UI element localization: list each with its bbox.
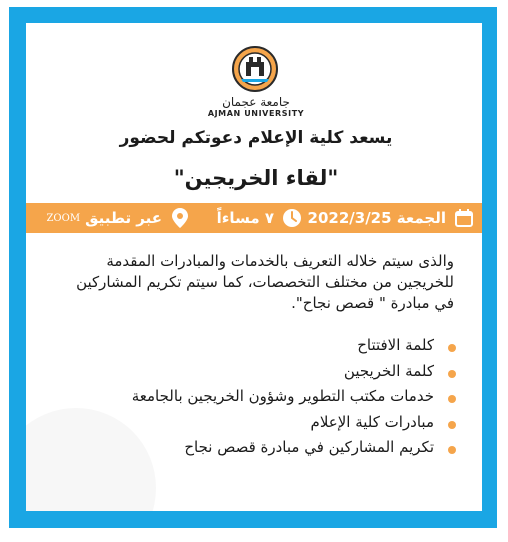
bullet-icon — [448, 446, 456, 454]
list-item — [86, 438, 456, 464]
university-name-arabic: جامعة عجمان — [222, 95, 290, 109]
invite-line: يسعد كلية الإعلام دعوتكم لحضور — [119, 128, 393, 148]
event-title: "لقاء الخريجين" — [173, 166, 339, 190]
list-item — [86, 387, 456, 413]
platform-text: عبر تطبيق — [85, 209, 162, 227]
description-paragraph: والذى سيتم خلاله التعريف بالخدمات والمبادرات المقدمة للخريجين من مختلف التخصصات، كما سيتم تكريم المشاركين في مبادرة " قصص نجاح". — [76, 252, 454, 312]
agenda-item-text: تكريم المشاركين في مبادرة قصص نجاح — [184, 438, 434, 456]
university-logo — [231, 45, 279, 93]
bullet-icon — [448, 370, 456, 378]
agenda-item-text: كلمة الافتتاح — [357, 336, 434, 354]
agenda-item-text: مبادرات كلية الإعلام — [310, 412, 434, 431]
agenda-item-text: خدمات مكتب التطوير وشؤون الخريجين بالجامعة — [131, 387, 434, 405]
clock-icon — [280, 206, 304, 230]
date-text: الجمعة 2022/3/25 — [307, 209, 446, 227]
zoom-label: ZOOM — [46, 212, 81, 224]
bullet-icon — [448, 395, 456, 403]
time-text: ٧ مساءاً — [216, 209, 274, 227]
list-item — [86, 362, 456, 388]
list-item — [86, 413, 456, 439]
location-pin-icon — [168, 206, 192, 230]
university-name-english: AJMAN UNIVERSITY — [207, 109, 305, 118]
invitation-card — [26, 23, 482, 511]
bullet-icon — [448, 344, 456, 352]
bullet-icon — [448, 421, 456, 429]
date-item — [308, 203, 476, 233]
agenda-list — [86, 336, 456, 464]
time-item — [217, 203, 304, 233]
list-item — [86, 336, 456, 362]
calendar-icon — [452, 206, 476, 230]
platform-item — [46, 203, 192, 233]
info-bar — [26, 203, 482, 233]
agenda-item-text: كلمة الخريجين — [343, 361, 434, 380]
